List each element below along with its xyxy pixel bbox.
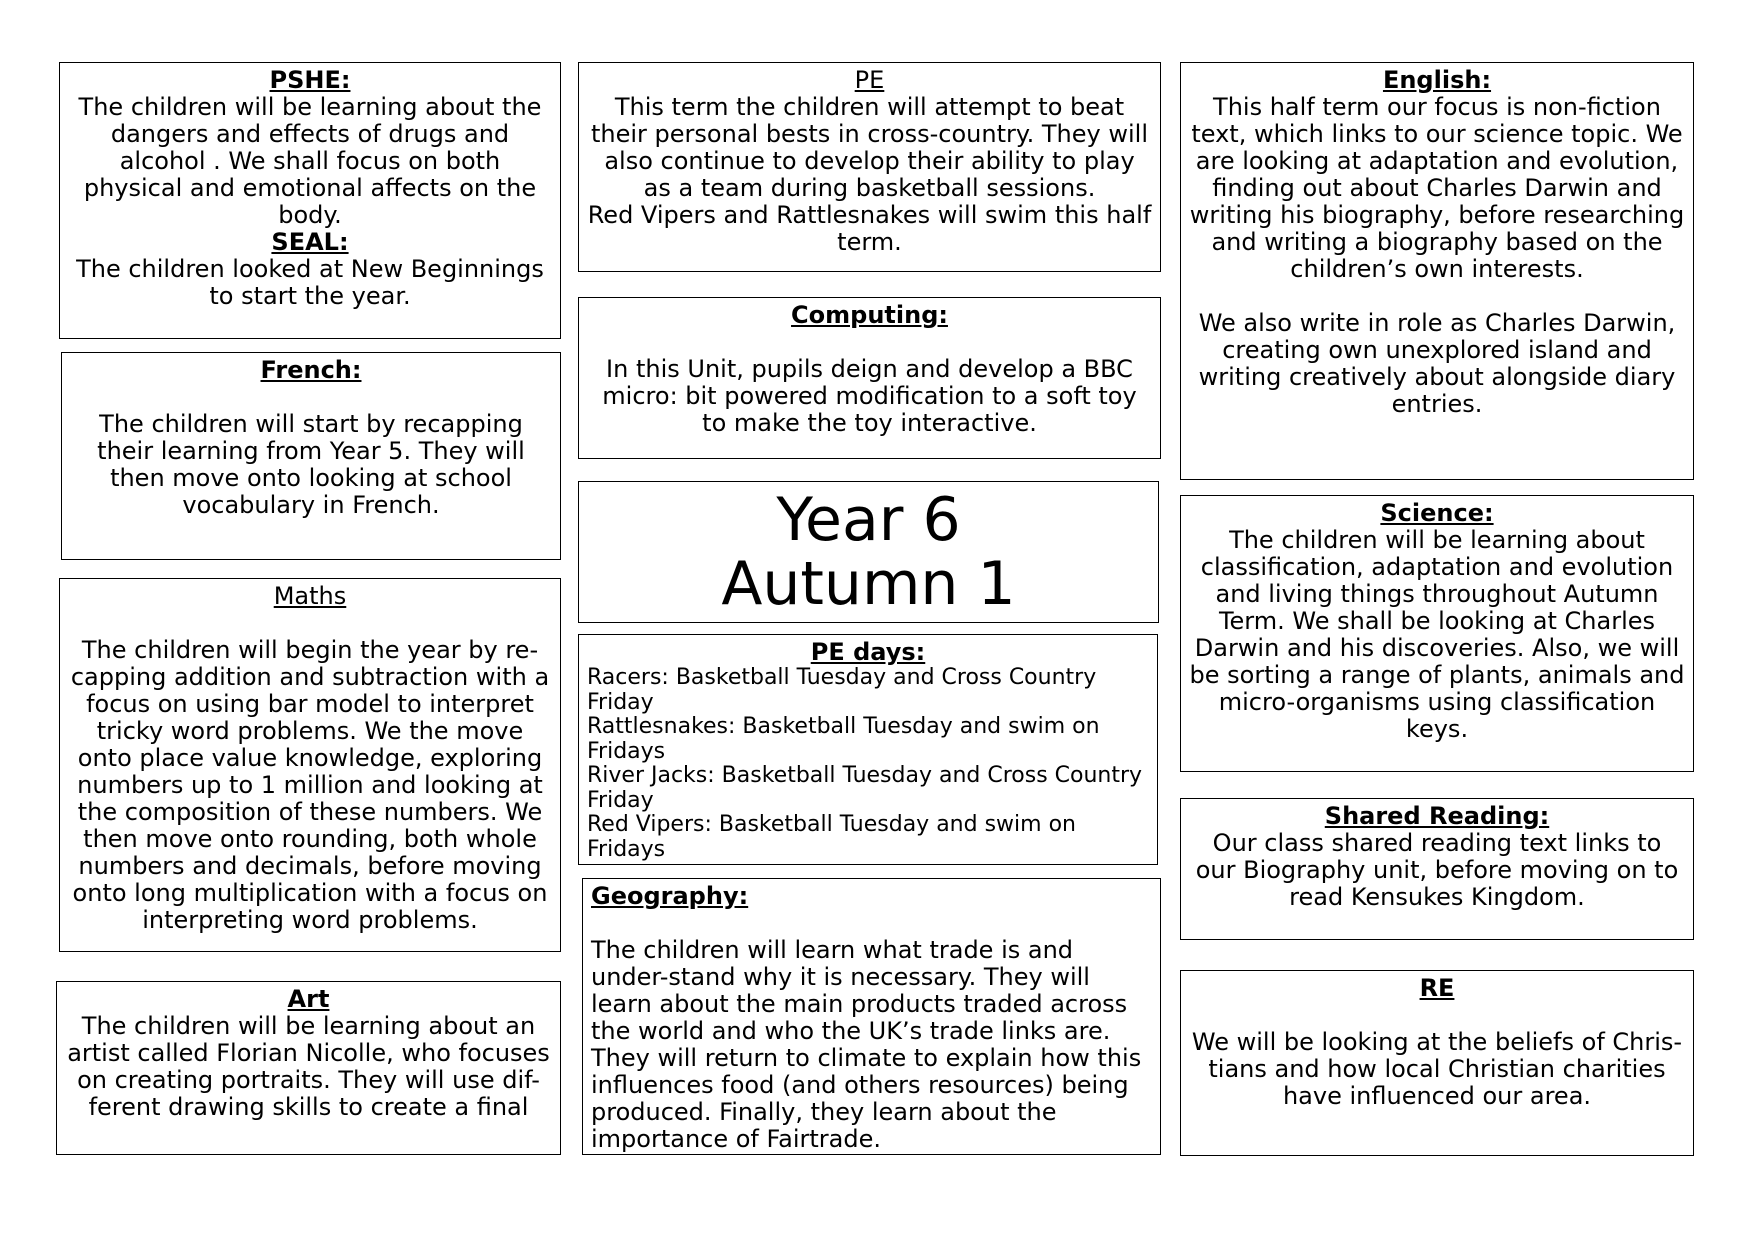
science-panel [1180, 495, 1694, 772]
pe-swim-text: Red Vipers and Rattlesnakes will swim this half term. [587, 201, 1152, 256]
english-text: This half term our focus is non-fiction text, which links to our science topic. We are looking at adaptation and evolution, finding out about Charles Darwin and writing his biography, before researching and writing a biography based on the children’s own interests. [1189, 93, 1685, 283]
seal-text: The children looked at New Beginnings to start the year. [76, 255, 544, 310]
pe-panel [578, 62, 1161, 272]
science-heading: Science: [1380, 499, 1494, 527]
pe-heading: PE [854, 66, 885, 94]
pshe-heading: PSHE: [269, 66, 351, 94]
title-term: Autumn 1 [721, 549, 1016, 619]
re-heading: RE [1419, 974, 1455, 1002]
art-text: The children will be learning about an artist called Florian Nicolle, who focuses on creating portraits. They will use dif-ferent drawing skills to create a final [67, 1012, 550, 1121]
title-panel [578, 481, 1159, 623]
maths-heading: Maths [273, 582, 347, 610]
computing-heading: Computing: [791, 301, 948, 329]
pe-days-list [587, 666, 1149, 862]
pe-days-item: River Jacks: Basketball Tuesday and Cross Country Friday [587, 763, 1143, 813]
maths-panel [59, 578, 561, 952]
art-heading: Art [287, 985, 330, 1013]
shared-reading-text: Our class shared reading text links to our Biography unit, before moving on to read Kensukes Kingdom. [1195, 829, 1679, 911]
pshe-panel [59, 62, 561, 339]
french-heading: French: [260, 356, 362, 384]
re-panel [1180, 970, 1694, 1156]
french-text: The children will start by recapping their learning from Year 5. They will then move onto looking at school vocabulary in French. [97, 410, 525, 519]
geography-heading: Geography: [591, 882, 749, 910]
computing-text: In this Unit, pupils deign and develop a BBC micro: bit powered modification to a soft toy to make the toy interactive. [602, 355, 1137, 437]
english-panel [1180, 62, 1694, 480]
science-text: The children will be learning about classification, adaptation and evolution and living things throughout Autumn Term. We shall be looking at Charles Darwin and his discoveries. Also, we will be sorting a range of plants, animals and micro-organisms using classification keys. [1189, 526, 1685, 743]
pe-text: This term the children will attempt to beat their personal bests in cross-country. They will also continue to develop their ability to play as a team during basketball sessions. [591, 93, 1148, 202]
shared-reading-panel [1180, 798, 1694, 940]
french-panel [61, 352, 561, 560]
english-heading: English: [1382, 66, 1492, 94]
re-text: We will be looking at the beliefs of Chris-tians and how local Christian charities have influenced our area. [1191, 1028, 1683, 1110]
seal-heading: SEAL: [271, 228, 349, 256]
pe-days-item: Racers: Basketball Tuesday and Cross Country Friday [587, 665, 1097, 715]
shared-reading-heading: Shared Reading: [1324, 802, 1550, 830]
computing-panel [578, 297, 1161, 459]
maths-text: The children will begin the year by re-capping addition and subtraction with a focus on using bar model to interpret tricky word problems. We the move onto place value knowledge, exploring numbers up to 1 million and looking at the composition of these numbers. We then move onto rounding, both whole numbers and decimals, before moving onto long multiplication with a focus on interpreting word problems. [70, 636, 550, 934]
pe-days-panel [578, 634, 1158, 865]
title-year: Year 6 [776, 485, 961, 555]
geography-panel [582, 878, 1161, 1155]
pe-days-heading: PE days: [810, 638, 926, 666]
geography-text: The children will learn what trade is and under-stand why it is necessary. They will learn about the main products traded across the world and who the UK’s trade links are. They will return to climate to explain how this influences food (and others resources) being produced. Finally, they learn about the importance of Fairtrade. [591, 936, 1142, 1153]
pshe-text: The children will be learning about the dangers and effects of drugs and alcohol . We shall focus on both physical and emotional affects on the body. [78, 93, 542, 229]
pe-days-item: Red Vipers: Basketball Tuesday and swim on Fridays [587, 812, 1076, 862]
english-text-2: We also write in role as Charles Darwin, creating own unexplored island and writing creatively about alongside diary entries. [1198, 309, 1676, 418]
pe-days-item: Rattlesnakes: Basketball Tuesday and swim on Fridays [587, 714, 1100, 764]
art-panel [56, 981, 561, 1155]
